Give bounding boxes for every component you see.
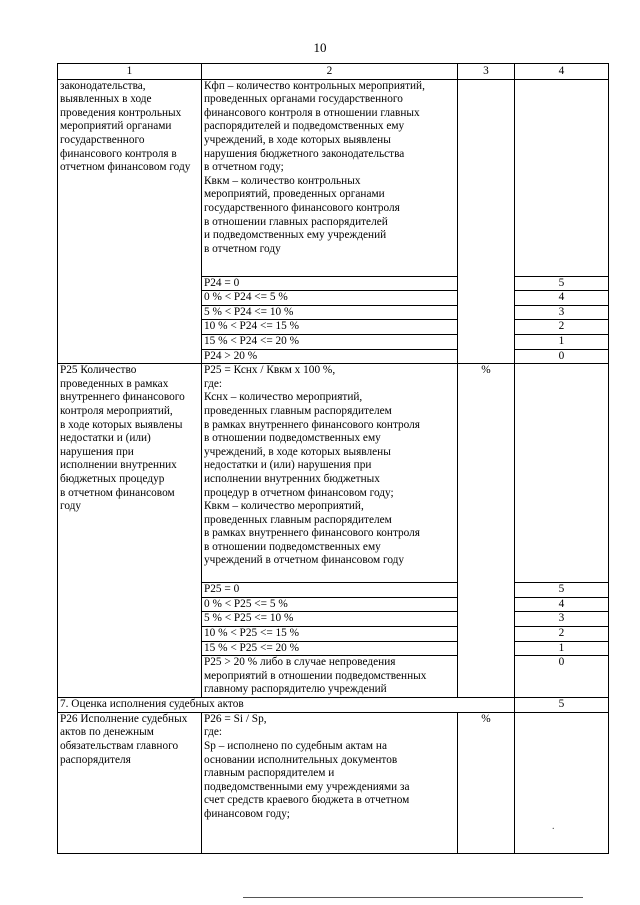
condition-p25-last (202, 656, 458, 698)
column-header-4: 4 (515, 64, 609, 80)
text-line: исполнении внутренних бюджетных (204, 472, 380, 485)
text-line: контроля мероприятий, (60, 404, 173, 417)
unit-p25: % (458, 364, 515, 698)
text-line: в отношении главных распорядителей (204, 215, 388, 228)
condition-p24: Р24 > 20 % (202, 349, 458, 364)
text-line: учреждений, в ходе которых выявлены (204, 445, 391, 458)
condition-p24: 5 % < Р24 <= 10 % (202, 305, 458, 320)
score-p25-last: 0 (515, 656, 609, 698)
text-line: исполнении внутренних (60, 459, 177, 472)
score-p25: 2 (515, 626, 609, 641)
page-bottom-rule (243, 897, 583, 898)
formula-p24-description (202, 79, 458, 276)
text-line: актов по денежным (60, 726, 154, 739)
text-line: недостатки и (или) (60, 432, 151, 445)
indicator-p26 (58, 712, 202, 853)
text-line: финансового контроля в отношении главных (204, 106, 420, 119)
criteria-table (57, 63, 609, 854)
column-header-1: 1 (58, 64, 202, 80)
section-7-title: 7. Оценка исполнения судебных актов (58, 698, 515, 713)
text-line: счет средств краевого бюджета в отчетном (204, 794, 410, 807)
indicator-p24-cont: законодательства, выявленных в ходе проведения контрольных мероприятий органами государственного финансового контроля в отчетном финансовом году (58, 79, 202, 364)
text-line: основании исполнительных документов (204, 753, 398, 766)
text-line: Кфп – количество контрольных мероприятий, (204, 79, 425, 92)
page-number: 10 (313, 40, 327, 55)
condition-p25: 0 % < Р25 <= 5 % (202, 597, 458, 612)
score-p24: 4 (515, 291, 609, 306)
text-line: в отношении подведомственных ему (204, 432, 381, 445)
condition-p25: 10 % < Р25 <= 15 % (202, 626, 458, 641)
text-line: Кснх – количество мероприятий, (204, 391, 363, 404)
unit-p26: % (458, 712, 515, 853)
text-line: Р26 = Si / Sp, (204, 712, 267, 725)
text-line: главному распорядителю учреждений (204, 683, 387, 696)
text-line: распорядителей и подведомственных ему (204, 120, 405, 133)
condition-p25: 15 % < Р25 <= 20 % (202, 641, 458, 656)
condition-p24: 0 % < Р24 <= 5 % (202, 291, 458, 306)
score-empty-p25 (515, 364, 609, 583)
text-line: где: (204, 377, 222, 390)
text-line: нарушения при (60, 445, 134, 458)
score-p25: 4 (515, 597, 609, 612)
column-header-3: 3 (458, 64, 515, 80)
text-line: и подведомственных ему учреждений (204, 229, 387, 242)
condition-p25: 5 % < Р25 <= 10 % (202, 612, 458, 627)
condition-p25: Р25 = 0 (202, 583, 458, 598)
text-line: финансовом году; (204, 807, 290, 820)
condition-p24: Р24 = 0 (202, 276, 458, 291)
text-line: в рамках внутреннего финансового контроля (204, 418, 420, 431)
score-p24: 5 (515, 276, 609, 291)
text-line: подведомственными ему учреждениями за (204, 780, 410, 793)
condition-p24: 10 % < Р24 <= 15 % (202, 320, 458, 335)
text-line: году (60, 500, 82, 513)
text-line: Квкм – количество мероприятий, (204, 500, 364, 513)
text-line: в отчетном финансовом (60, 486, 175, 499)
score-p24: 1 (515, 334, 609, 349)
text-line: Р26 Исполнение судебных (60, 712, 188, 725)
section-7-score: 5 (515, 698, 609, 713)
text-line: проведенных главным распорядителем (204, 513, 392, 526)
text-line: в отношении подведомственных ему (204, 540, 381, 553)
formula-p26-description (202, 712, 458, 853)
text-line: Квкм – количество контрольных (204, 174, 361, 187)
text-line: Р25 = Кснх / Квкм x 100 %, (204, 364, 336, 377)
text-line: в отчетном году; (204, 161, 284, 174)
text-line: внутреннего финансового (60, 391, 185, 404)
text-line: в отчетном году (204, 242, 281, 255)
text-line: где: (204, 726, 222, 739)
formula-p25-description (202, 364, 458, 583)
condition-p24: 15 % < Р24 <= 20 % (202, 334, 458, 349)
text-line: учреждений, в ходе которых выявлены (204, 133, 391, 146)
text-line: мероприятий, проведенных органами (204, 188, 385, 201)
score-empty-p26 (515, 712, 609, 853)
text-line: Р25 Количество (60, 364, 137, 377)
text-line: бюджетных процедур (60, 472, 165, 485)
column-header-2: 2 (202, 64, 458, 80)
text-line: главным распорядителем и (204, 767, 335, 780)
score-p24: 0 (515, 349, 609, 364)
text-line: государственного финансового контроля (204, 201, 400, 214)
text-line: Sp – исполнено по судебным актам на (204, 739, 387, 752)
text-line: проведенных в рамках (60, 377, 169, 390)
score-p24: 3 (515, 305, 609, 320)
score-empty-p24 (515, 79, 609, 276)
score-p24: 2 (515, 320, 609, 335)
text-line: Р25 > 20 % либо в случае непроведения (204, 656, 396, 669)
score-p25: 3 (515, 612, 609, 627)
text-line: нарушения бюджетного законодательства (204, 147, 405, 160)
score-p25: 5 (515, 583, 609, 598)
text-line: распорядителя (60, 753, 131, 766)
text-line: проведенных главным распорядителем (204, 404, 392, 417)
text-line: в рамках внутреннего финансового контроля (204, 527, 420, 540)
text-line: мероприятий в отношении подведомственных (204, 669, 427, 682)
text-line: учреждений в отчетном финансовом году (204, 554, 405, 567)
score-p25: 1 (515, 641, 609, 656)
text-line: процедур в отчетном финансовом году; (204, 486, 394, 499)
indicator-p25 (58, 364, 202, 698)
text-line: в ходе которых выявлены (60, 418, 183, 431)
unit-p24 (458, 79, 515, 364)
text-line: обязательствам главного (60, 739, 179, 752)
text-line: проведенных органами государственного (204, 93, 403, 106)
stray-mark: . (552, 821, 555, 832)
text-line: недостатки и (или) нарушения при (204, 459, 372, 472)
